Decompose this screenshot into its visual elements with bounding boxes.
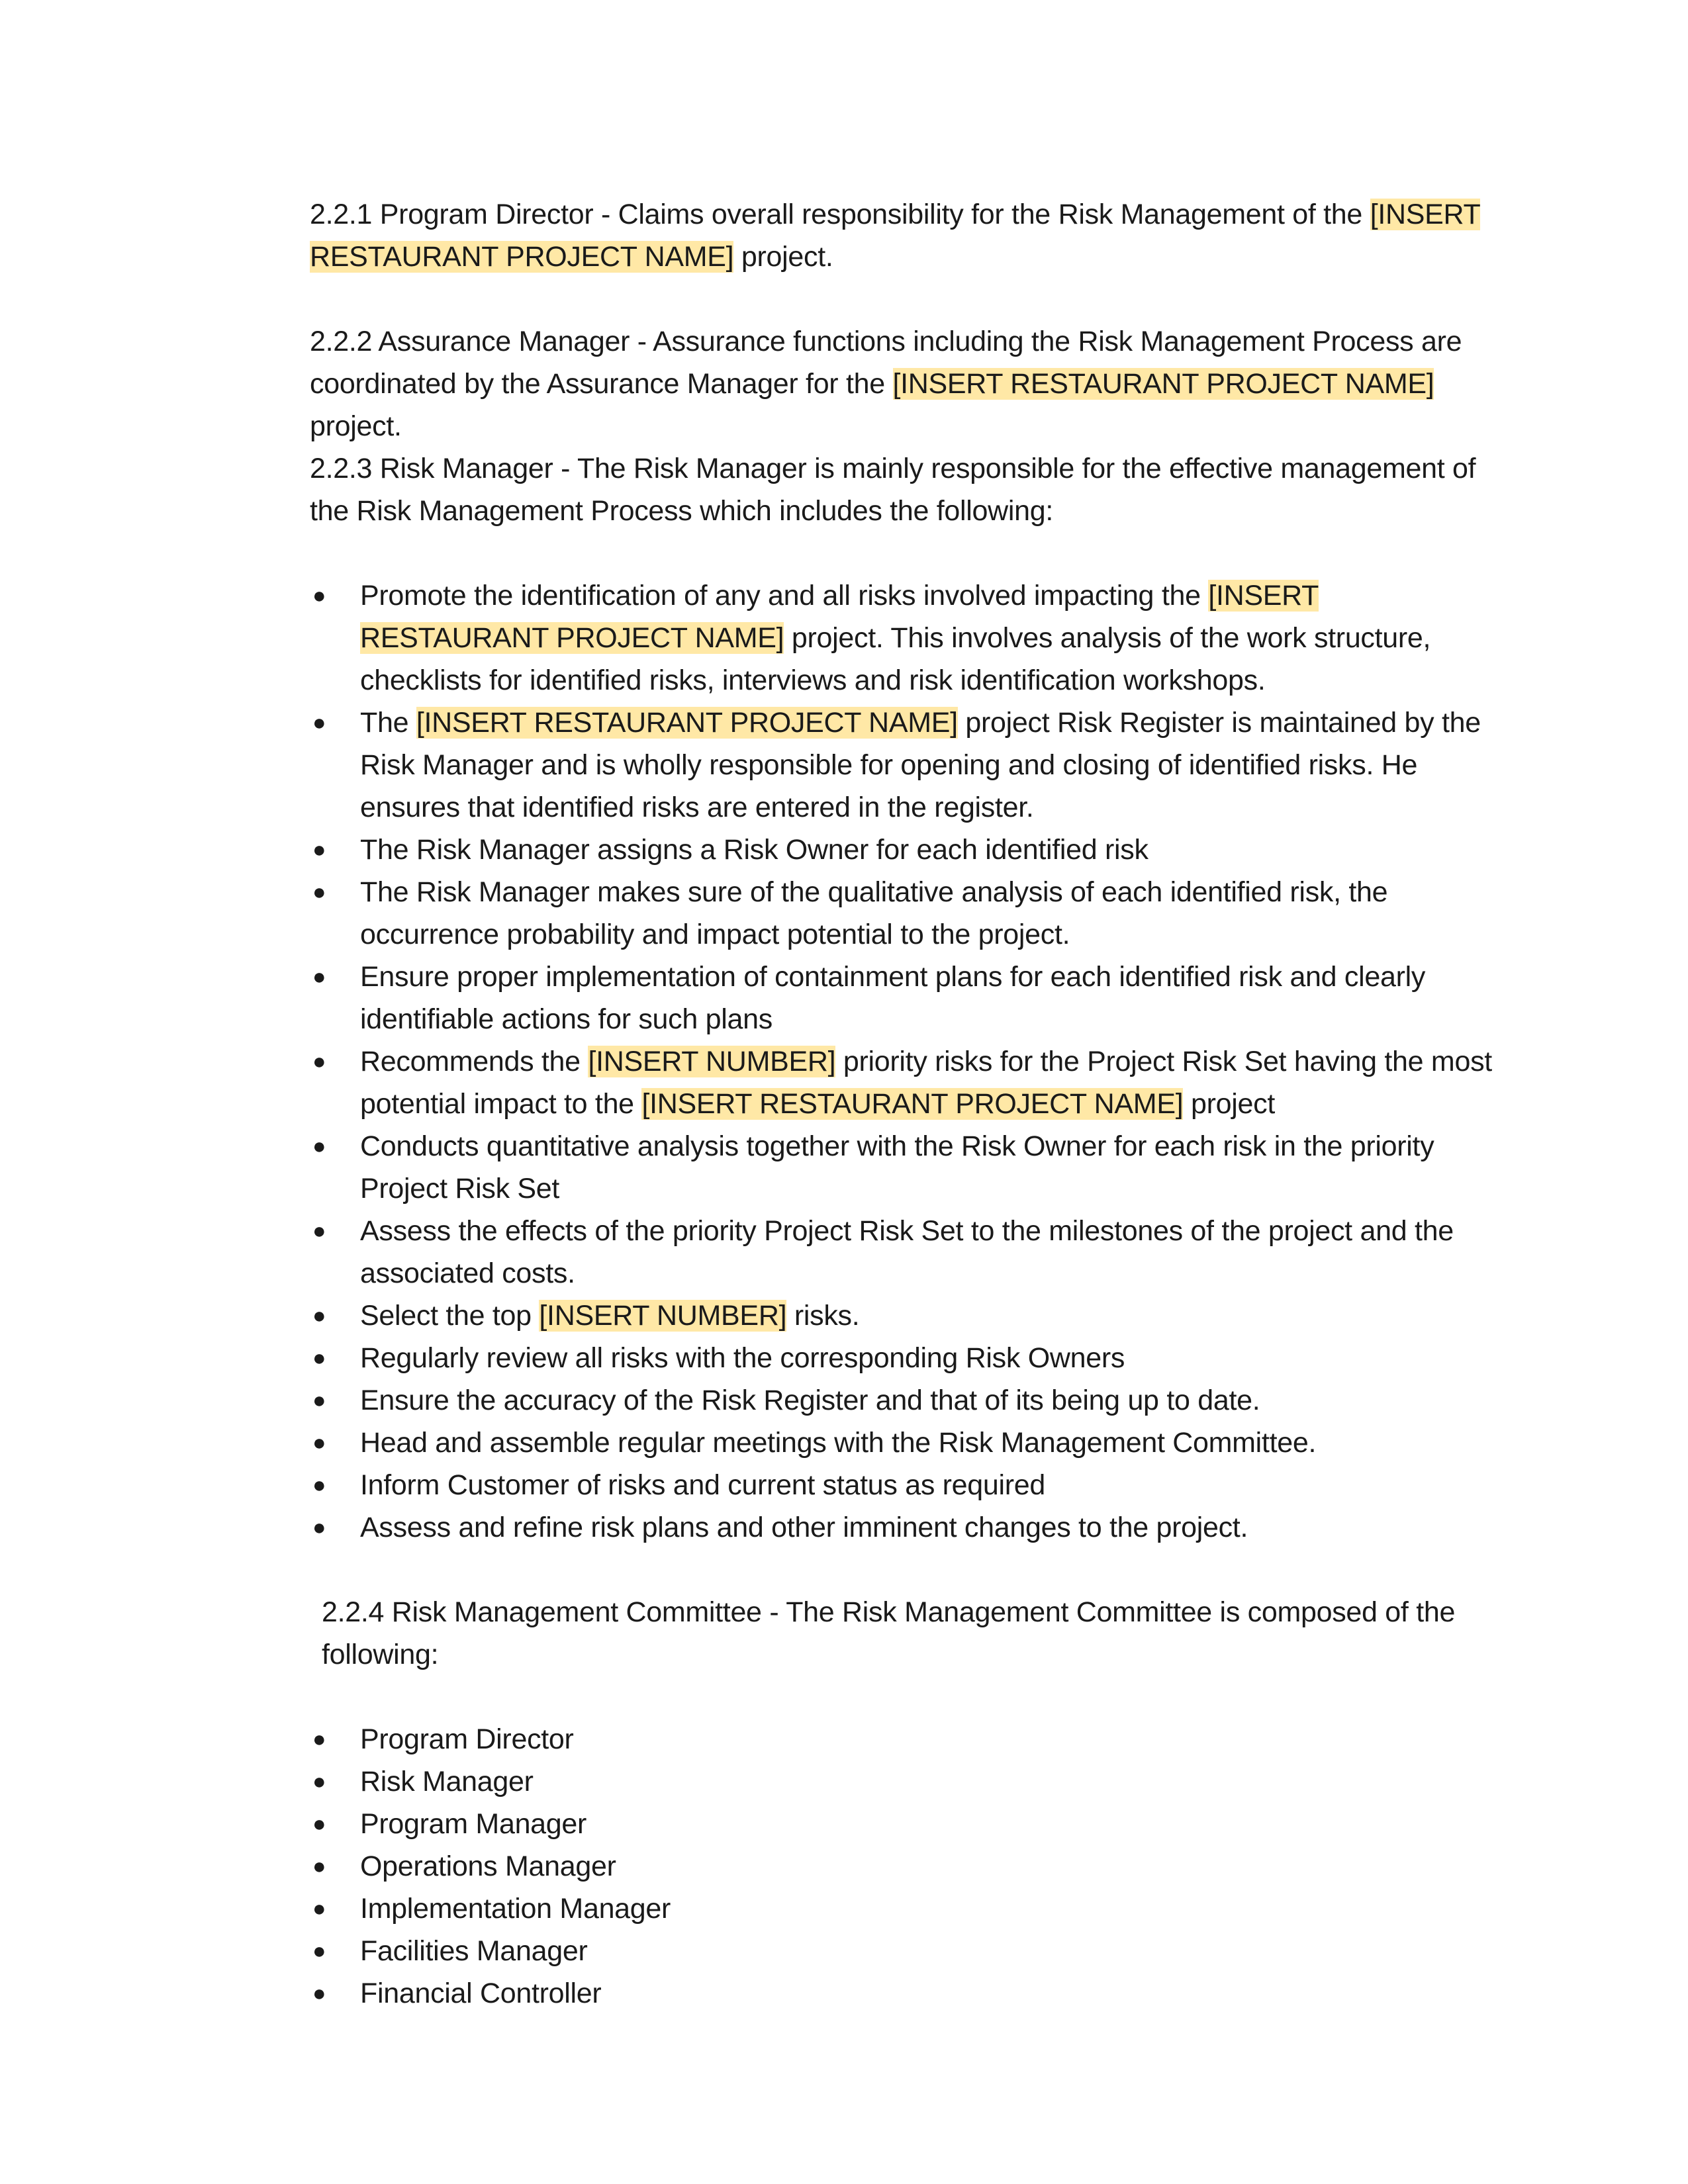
bullet-icon: ● [312, 1769, 326, 1794]
list-item: ● Ensure the accuracy of the Risk Register and that of its being up to date. [310, 1379, 1495, 1422]
section-number: 2.2.4 [322, 1596, 385, 1628]
list-item: ● Ensure proper implementation of containment plans for each identified risk and clearly identifiable actions for such plans [310, 956, 1495, 1040]
document-body [310, 193, 1495, 2015]
bullet-icon: ● [312, 1938, 326, 1964]
list-item: ● Head and assemble regular meetings with the Risk Management Committee. [310, 1422, 1495, 1464]
section-number: 2.2.1 [310, 199, 373, 230]
section-text: Assurance Manager - Assurance functions including the Risk Management Process are coordinated by the Assurance Manager for the [310, 326, 1462, 400]
section-2-2-2 [310, 320, 1495, 447]
list-item: ● Assess and refine risk plans and other imminent changes to the project. [310, 1506, 1495, 1549]
list-item: ● Assess the effects of the priority Project Risk Set to the milestones of the project and the associated costs. [310, 1210, 1495, 1295]
bullet-icon: ● [312, 1727, 326, 1752]
list-item: ● Recommends the [INSERT NUMBER] priority risks for the Project Risk Set having the most potential impact to the [INSERT RESTAURANT PROJECT NAME] project [310, 1040, 1495, 1125]
bullet-icon: ● [312, 1896, 326, 1921]
list-item: ● Risk Manager [310, 1760, 1495, 1803]
list-item: ● Program Director [310, 1718, 1495, 1760]
risk-manager-duties-list [310, 574, 1495, 1549]
bullet-icon: ● [312, 1218, 326, 1244]
section-text: Program Director - Claims overall responsibility for the Risk Management of the [379, 199, 1370, 230]
list-item: ● Operations Manager [310, 1845, 1495, 1888]
list-item: ● The [INSERT RESTAURANT PROJECT NAME] project Risk Register is maintained by the Risk Manager and is wholly responsible for opening and closing of identified risks. He ensures that identified risks are entered in the register. [310, 702, 1495, 829]
list-item: ● Regularly review all risks with the corresponding Risk Owners [310, 1337, 1495, 1379]
list-item: ● The Risk Manager makes sure of the qualitative analysis of each identified risk, the occurrence probability and impact potential to the project. [310, 871, 1495, 956]
bullet-icon: ● [312, 710, 326, 735]
bullet-icon: ● [312, 1345, 326, 1371]
bullet-icon: ● [312, 1430, 326, 1455]
placeholder-highlight: [INSERT RESTAURANT PROJECT NAME] [892, 368, 1434, 400]
bullet-icon: ● [312, 1854, 326, 1879]
placeholder-highlight: [INSERT RESTAURANT PROJECT NAME] [360, 580, 1319, 654]
bullet-icon: ● [312, 1134, 326, 1159]
placeholder-highlight: [INSERT NUMBER] [539, 1300, 787, 1332]
placeholder-highlight: [INSERT RESTAURANT PROJECT NAME] [310, 199, 1481, 273]
list-item: ● Inform Customer of risks and current status as required [310, 1464, 1495, 1506]
section-2-2-3 [310, 447, 1495, 532]
bullet-icon: ● [312, 1473, 326, 1498]
spacer [310, 1676, 1495, 1718]
list-item: ● Promote the identification of any and all risks involved impacting the [INSERT RESTAURANT PROJECT NAME] project. This involves analysis of the work structure, checklists for identified risks, interviews and risk identification workshops. [310, 574, 1495, 702]
section-number: 2.2.2 [310, 326, 373, 357]
placeholder-highlight: [INSERT RESTAURANT PROJECT NAME] [641, 1088, 1184, 1120]
bullet-icon: ● [312, 1981, 326, 2006]
spacer [310, 278, 1495, 320]
section-text: Risk Manager - The Risk Manager is mainly responsible for the effective management of the Risk Management Process which includes the following: [310, 453, 1476, 527]
bullet-icon: ● [312, 964, 326, 989]
section-2-2-4 [322, 1591, 1495, 1676]
list-item: ● Implementation Manager [310, 1888, 1495, 1930]
list-item: ● Select the top [INSERT NUMBER] risks. [310, 1295, 1495, 1337]
list-item: ● Program Manager [310, 1803, 1495, 1845]
bullet-icon: ● [312, 1515, 326, 1540]
bullet-icon: ● [312, 1811, 326, 1837]
list-item: ● The Risk Manager assigns a Risk Owner for each identified risk [310, 829, 1495, 871]
list-item: ● Facilities Manager [310, 1930, 1495, 1972]
placeholder-highlight: [INSERT NUMBER] [588, 1046, 836, 1077]
placeholder-highlight: [INSERT RESTAURANT PROJECT NAME] [416, 707, 958, 739]
bullet-icon: ● [312, 1388, 326, 1413]
bullet-icon: ● [312, 1049, 326, 1074]
section-2-2-1 [310, 193, 1495, 278]
bullet-icon: ● [312, 583, 326, 608]
section-text: Risk Management Committee - The Risk Management Committee is composed of the following: [322, 1596, 1456, 1670]
spacer [310, 532, 1495, 574]
bullet-icon: ● [312, 1303, 326, 1328]
list-item: ● Financial Controller [310, 1972, 1495, 2015]
section-text-tail: project. [733, 241, 833, 273]
bullet-icon: ● [312, 837, 326, 862]
spacer [310, 1549, 1495, 1591]
section-text-tail: project. [310, 410, 402, 442]
list-item: ● Conducts quantitative analysis together with the Risk Owner for each risk in the priority Project Risk Set [310, 1125, 1495, 1210]
bullet-icon: ● [312, 880, 326, 905]
committee-members-list [310, 1718, 1495, 2015]
section-number: 2.2.3 [310, 453, 373, 484]
